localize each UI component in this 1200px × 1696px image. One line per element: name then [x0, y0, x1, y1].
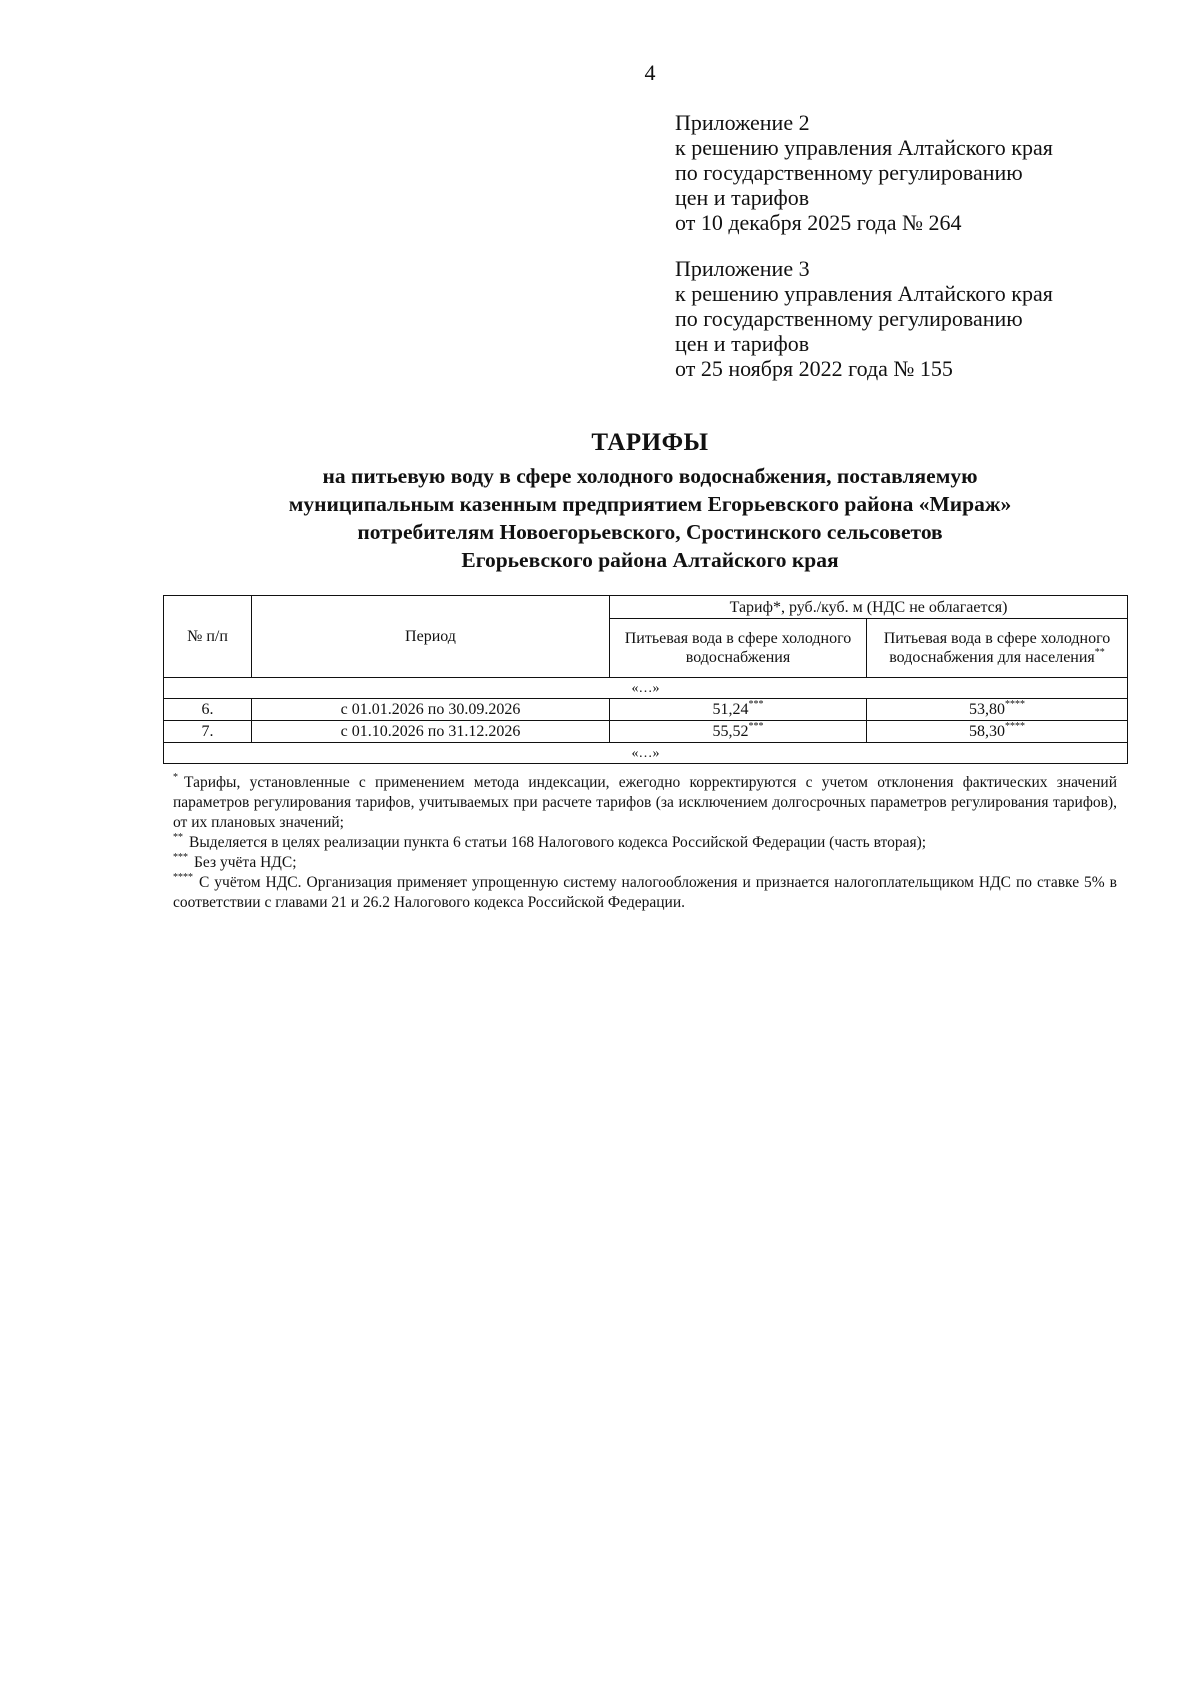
- tariff-value: 58,30: [969, 723, 1005, 740]
- footnote-mark: ****: [1005, 699, 1025, 710]
- header-drinking-water: Питьевая вода в сфере холодного водоснабжения: [610, 619, 867, 678]
- appendix-2-line: к решению управления Алтайского края: [675, 135, 1053, 160]
- row-tariff-2: [867, 721, 1128, 743]
- appendix-3-line: цен и тарифов: [675, 331, 810, 356]
- footnote-mark: ****: [173, 872, 193, 883]
- row-tariff-2: [867, 699, 1128, 721]
- table-row: [164, 721, 1128, 743]
- row-period: с 01.10.2026 по 31.12.2026: [252, 721, 610, 743]
- document-title: [150, 428, 1150, 574]
- footnote-text: С учётом НДС. Организация применяет упрощенную систему налогообложения и признается налогоплательщиком НДС по ставке 5% в соответствии с главами 21 и 26.2 Налогового кодекса Российской Федерации.: [173, 874, 1117, 911]
- appendix-3-header: [675, 256, 1053, 381]
- appendix-2-header: [675, 110, 1053, 235]
- title-main: ТАРИФЫ: [591, 429, 709, 456]
- footnote: [173, 853, 1117, 873]
- footnote-mark: ***: [748, 721, 764, 732]
- row-num: 6.: [164, 699, 252, 721]
- ellipsis-cell: «…»: [164, 743, 1128, 764]
- table-ellipsis-row: [164, 743, 1128, 764]
- table-ellipsis-row: [164, 678, 1128, 699]
- appendix-3-line: по государственному регулированию: [675, 306, 1023, 331]
- appendix-2-line: по государственному регулированию: [675, 160, 1023, 185]
- title-subtitle-line: муниципальным казенным предприятием Егорьевского района «Мираж»: [288, 492, 1012, 516]
- appendix-2-line: цен и тарифов: [675, 185, 810, 210]
- table-header-row: [164, 596, 1128, 619]
- title-subtitle-line: Егорьевского района Алтайского края: [461, 548, 839, 572]
- header-period: Период: [252, 596, 610, 678]
- footnote-mark: ****: [1005, 721, 1025, 732]
- appendix-2-line: Приложение 2: [675, 110, 810, 135]
- appendix-3-line: Приложение 3: [675, 256, 810, 281]
- footnote-text: Тарифы, установленные с применением метода индексации, ежегодно корректируются с учетом отклонения фактических значений параметров регулирования тарифов, учитываемых при расчете тарифов (за исключением долгосрочных параметров регулирования тарифов), от их плановых значений;: [173, 774, 1117, 831]
- footnote-mark: ***: [748, 699, 764, 710]
- table-row: [164, 699, 1128, 721]
- row-tariff-1: [610, 699, 867, 721]
- header-num: № п/п: [164, 596, 252, 678]
- header-tariff-group: Тариф*, руб./куб. м (НДС не облагается): [610, 596, 1128, 619]
- footnote: [173, 873, 1117, 913]
- footnote-mark: **: [1094, 647, 1105, 658]
- tariff-value: 53,80: [969, 701, 1005, 718]
- page-number: 4: [644, 60, 656, 85]
- title-subtitle-line: потребителям Новоегорьевского, Сростинского сельсоветов: [357, 520, 943, 544]
- footnote: [173, 773, 1117, 833]
- footnote-mark: **: [173, 832, 183, 843]
- header-drinking-water-population: [867, 619, 1128, 678]
- title-subtitle-line: на питьевую воду в сфере холодного водоснабжения, поставляемую: [322, 464, 978, 488]
- appendix-2-line: от 10 декабря 2025 года № 264: [675, 210, 962, 235]
- row-num: 7.: [164, 721, 252, 743]
- footnote-mark: *: [173, 772, 178, 783]
- ellipsis-cell: «…»: [164, 678, 1128, 699]
- footnote-mark: ***: [173, 852, 188, 863]
- footnote-text: Выделяется в целях реализации пункта 6 статьи 168 Налогового кодекса Российской Федерации (часть вторая);: [189, 834, 927, 851]
- footnote-text: Без учёта НДС;: [194, 854, 297, 871]
- appendix-3-line: к решению управления Алтайского края: [675, 281, 1053, 306]
- appendix-3-line: от 25 ноября 2022 года № 155: [675, 356, 953, 381]
- footnote: [173, 833, 1117, 853]
- row-period: с 01.01.2026 по 30.09.2026: [252, 699, 610, 721]
- header-col2-text: Питьевая вода в сфере холодного водоснабжения для населения: [883, 630, 1111, 666]
- tariff-value: 55,52: [712, 723, 749, 740]
- tariffs-table: [163, 595, 1128, 764]
- row-tariff-1: [610, 721, 867, 743]
- footnotes: [173, 773, 1117, 913]
- tariff-value: 51,24: [712, 701, 749, 718]
